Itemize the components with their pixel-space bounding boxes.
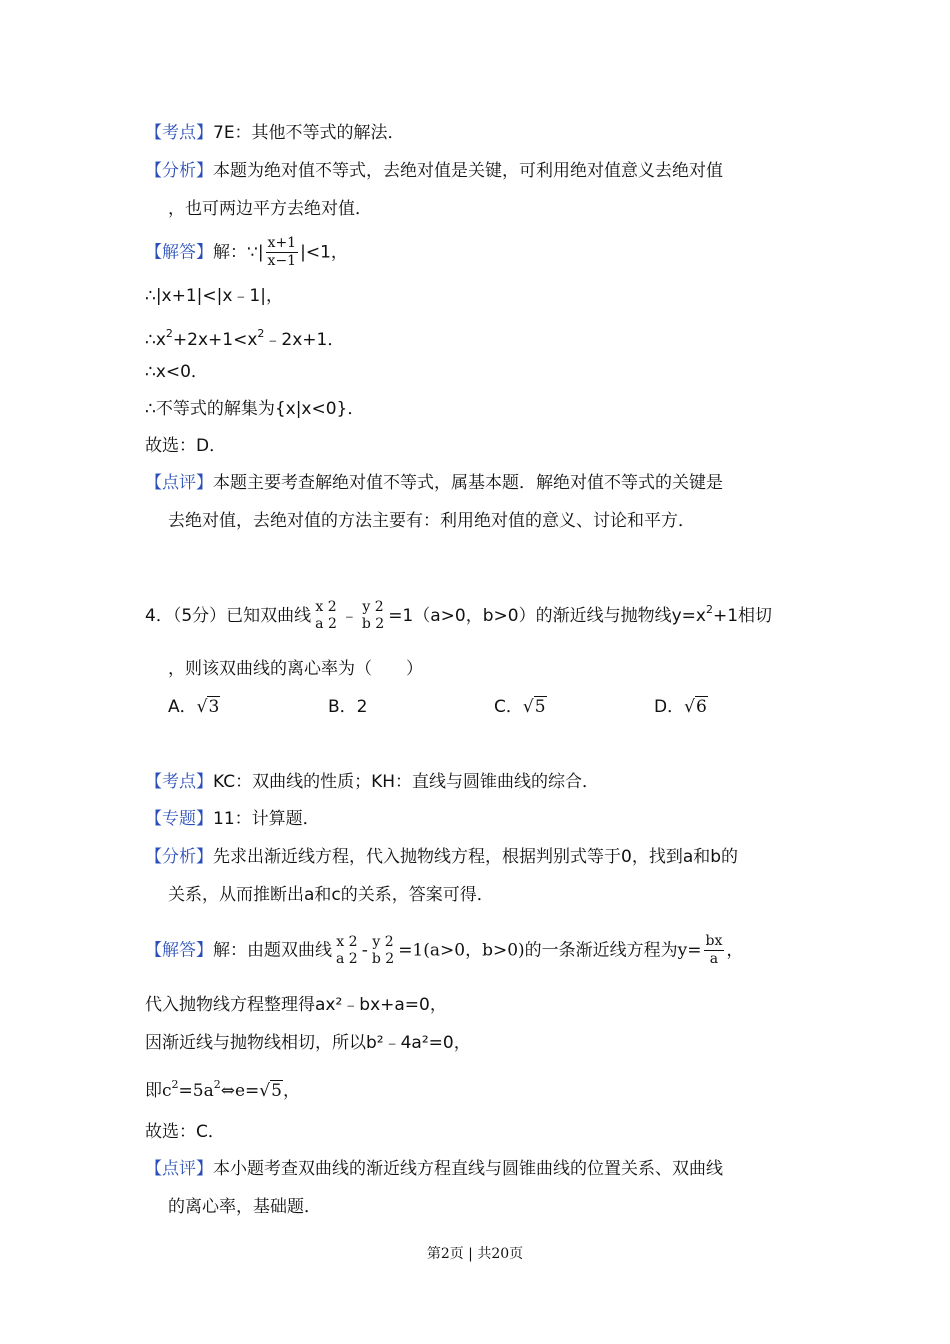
q4-fx-den: a 2 [315, 616, 337, 632]
jieda-4-comma: ， [726, 940, 744, 961]
a-sup: 2 [213, 1078, 221, 1091]
iff-e: ⇔e= [220, 1081, 260, 1101]
option-a-label: A． [168, 697, 197, 717]
option-d [654, 695, 708, 719]
question-4-cont: ，则该双曲线的离心率为（ ） [168, 659, 423, 679]
jieda-line-3 [145, 235, 348, 270]
dianping-line-4-cont: 的离心率，基础题． [168, 1197, 321, 1217]
bx-den: a [709, 951, 719, 967]
option-d-label: D． [654, 697, 685, 717]
zhuanti-line-4 [145, 807, 320, 831]
jieda-4-mid: =1(a>0，b>0)的一条渐近线方程为 [398, 940, 678, 961]
sqrt-3: √3 [196, 697, 220, 717]
fenxi-tag-4: 【分析】 [145, 847, 213, 867]
s4-line-4 [145, 1073, 300, 1103]
ji: 即 [145, 1081, 162, 1101]
dianping-text: 本题主要考查解绝对值不等式，属基本题．解绝对值不等式的关键是 [213, 473, 723, 493]
fraction-denominator: x−1 [267, 253, 297, 269]
option-c-label: C． [494, 697, 523, 717]
kaodian-line-4 [145, 770, 599, 794]
kaodian-line-3 [145, 121, 405, 145]
option-a [168, 695, 220, 719]
s4-line-2: 代入抛物线方程整理得ax²﹣bx+a=0， [145, 995, 447, 1015]
option-b: B．2 [328, 697, 368, 717]
step-2-c: ﹣2x+1． [264, 330, 345, 350]
s4-fx-num: x 2 [336, 933, 358, 950]
q4-prefix: 4．（5分）已知双曲线 [145, 606, 312, 626]
kaodian-tag: 【考点】 [145, 123, 213, 143]
jieda-4-pre: 解：由题双曲线 [213, 940, 332, 961]
q4-fy-den: b 2 [361, 616, 385, 632]
step-2-a: ∴x [145, 330, 166, 350]
s4-line-3: 因渐近线与抛物线相切，所以b²﹣4a²=0， [145, 1033, 471, 1053]
jieda-pre: 解：∵| [213, 242, 264, 263]
abs-fraction [266, 235, 299, 270]
question-4 [145, 598, 772, 633]
line4-comma: ， [282, 1081, 300, 1101]
bx-fraction [704, 933, 725, 968]
q4-mid: =1（a>0，b>0）的渐近线与抛物线y=x [388, 606, 706, 626]
y-eq: y= [677, 940, 702, 961]
sqrt-5-rad: 5 [534, 697, 546, 717]
fraction-numerator: x+1 [267, 235, 297, 251]
sqrt-5-ans-rad: 5 [271, 1081, 282, 1101]
fenxi-line-3-cont: ，也可两边平方去绝对值． [168, 199, 372, 219]
zhuanti-tag: 【专题】 [145, 809, 213, 829]
fenxi-line-4 [145, 845, 738, 869]
step-2 [145, 322, 344, 352]
sqrt-5-ans: √5 [259, 1081, 282, 1101]
jieda-tag-4: 【解答】 [145, 940, 213, 961]
s4-minus: - [361, 940, 368, 961]
bx-num: bx [705, 933, 723, 949]
dianping-line-3-cont: 去绝对值，去绝对值的方法主要有：利用绝对值的意义、讨论和平方． [168, 511, 695, 531]
option-c [494, 695, 547, 719]
eq-5a: =5a [178, 1081, 214, 1101]
sqrt-6-rad: 6 [695, 697, 707, 717]
jieda-line-4 [145, 933, 743, 968]
guxuan-3: 故选：D． [145, 436, 227, 456]
step-2-b: +2x+1<x [172, 330, 258, 350]
fenxi-text: 本题为绝对值不等式，去绝对值是关键，可利用绝对值意义去绝对值 [213, 161, 723, 181]
step-1: ∴|x+1|<|x﹣1|， [145, 286, 283, 306]
dianping-text-4: 本小题考查双曲线的渐近线方程直线与圆锥曲线的位置关系、双曲线 [213, 1159, 723, 1179]
jieda-tag: 【解答】 [145, 242, 213, 263]
q4-fraction-x [313, 599, 339, 633]
q4-tail: +1相切 [712, 606, 773, 626]
dianping-tag-4: 【点评】 [145, 1159, 213, 1179]
s4-fx-den: a 2 [336, 950, 358, 967]
zhuanti-text: 11：计算题． [213, 809, 320, 829]
kaodian-tag-4: 【考点】 [145, 772, 213, 792]
sup-2b: 2 [257, 327, 265, 340]
guxuan-4: 故选：C． [145, 1122, 225, 1142]
q4-sup: 2 [705, 603, 713, 616]
s4-fy-den: b 2 [371, 950, 395, 967]
kaodian-text-4: KC：双曲线的性质；KH：直线与圆锥曲线的综合． [213, 772, 600, 792]
fenxi-text-4: 先求出渐近线方程，代入抛物线方程，根据判别式等于0，找到a和b的 [213, 847, 739, 867]
q4-fx-num: x 2 [315, 599, 337, 615]
dianping-line-4 [145, 1157, 723, 1181]
q4-minus: ﹣ [340, 606, 358, 626]
q4-fy-num: y 2 [362, 599, 384, 615]
sqrt-6: √6 [684, 697, 707, 717]
dianping-tag: 【点评】 [145, 473, 213, 493]
sqrt-5: √5 [522, 697, 546, 717]
fenxi-line-4-cont: 关系，从而推断出a和c的关系，答案可得． [168, 885, 494, 905]
c-sup: 2 [171, 1078, 179, 1091]
s4-fy-num: y 2 [372, 933, 394, 950]
q4-fraction-y [360, 599, 386, 633]
step-3: ∴x<0． [145, 362, 208, 382]
page-footer: 第2页 | 共20页 [426, 1246, 524, 1262]
sup-2: 2 [165, 327, 173, 340]
sqrt-3-rad: 3 [208, 697, 220, 717]
fenxi-tag: 【分析】 [145, 161, 213, 181]
dianping-line-3 [145, 471, 723, 495]
c-var: c [162, 1081, 172, 1101]
kaodian-text: 7E：其他不等式的解法． [213, 123, 405, 143]
jieda-post: |<1， [300, 242, 348, 263]
fenxi-line-3 [145, 159, 723, 183]
s4-fraction-x [334, 934, 360, 968]
s4-fraction-y [370, 934, 396, 968]
step-4: ∴不等式的解集为{x|x<0}． [145, 399, 365, 419]
